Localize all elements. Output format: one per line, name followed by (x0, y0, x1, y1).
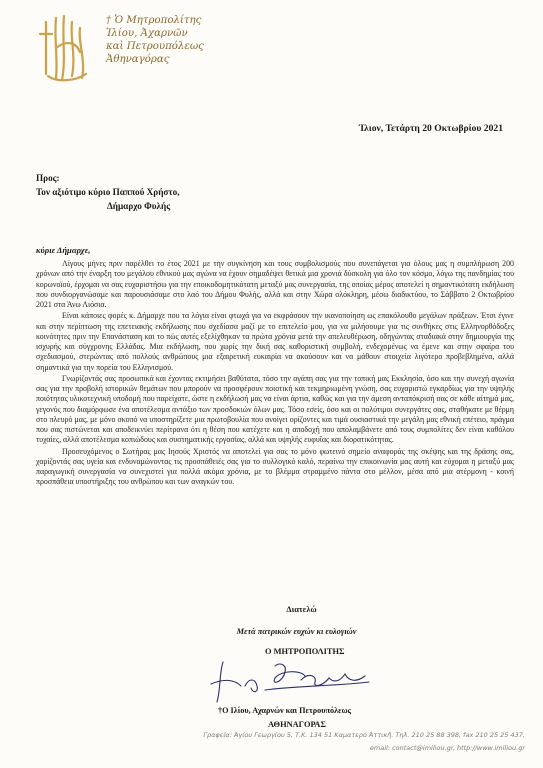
signatory-see: †Ο Ιλίου, Αχαρνών και Πετρουπόλεως (218, 706, 352, 715)
metropolis-logo (36, 8, 96, 86)
signatory-name: ΑΘΗΝΑΓΟΡΑΣ (268, 720, 326, 729)
body-paragraph: Προσευχόμενος ο Σωτήρας μας Ιησούς Χριστός να αποτελεί για σας το μόνο φωτεινό σημείο αναφοράς της σκέψης και της δράσης σας, χαρίζοντάς σας υγεία και ενδυναμώνοντας τις προσπάθειές σας για το συλλογικό καλό, περαίνω την επικοινωνία μας αυτή και εύχομαι η μεταξύ μας παραγωγική συνεργασία να συνεχιστεί για πολλά ακόμα χρόνια, με το βλέμμα στραμμένο πάντα στο μέλλον, μέσα από μια ατέρμονη - κοινή προσπάθεια υποστήριξης του ανθρώπου και των αναγκών του. (36, 446, 514, 487)
letterhead (106, 14, 204, 66)
body-paragraph: Λίγους μήνες πριν παρέλθει το έτος 2021 με την συγκίνηση και τους συμβολισμούς που συνεπάγεται για όλους μας η συμπλήρωση 200 χρόνων από την έναρξη του μεγάλου εθνικού μας αγώνα να έχουν σημαδέψει θετικά μια χρονιά δύσκολη για όλο τον κόσμο, λόγω της πανδημίας του κορωνοϊού, έρχομαι να σας ευχαριστήσω για την εποικοδομητικότατη μεταξύ μας συνεργασία, της οποίας μέρος αποτελεί η σημαντικότατη εκδήλωση που συνδιοργανώσαμε και παρουσιάσαμε στο λαό του Δήμου Φυλής, αλλά και στην Χώρα ολόκληρη, μέσω διαδικτύου, το Σάββατο 2 Οκτωβρίου 2021 στα Άνω Λιόσια. (36, 259, 514, 309)
recipient-block (36, 171, 180, 213)
letter-date: Ίλιον, Τετάρτη 20 Οκτωβρίου 2021 (359, 123, 503, 134)
letterhead-line: Ἀθηναγόρας (106, 54, 170, 65)
closing-wishes: Μετά πατρικών ευχών κι ευλογιών (236, 627, 357, 636)
recipient-name: Τον αξιότιμο κύριο Παππού Χρήστο, (36, 187, 180, 197)
letterhead-line: † Ὁ Μητροπολίτης (106, 15, 202, 26)
closing-diatelo: Διατελώ (286, 605, 317, 614)
salutation: κύριε Δήμαρχε, (36, 245, 91, 255)
body-paragraph: Γνωρίζοντάς σας προσωπικά και έχοντας εκτιμήσει βαθύτατα, τόσο την αγάπη σας για την τοπική μας Εκκλησία, όσο και την συνεχή αγωνία σας για την προβολή ιστορικών θεμάτων που μπορούν να προσφέρουν ποιοτική και τεκμηριωμένη γνώση, σας ευχαριστώ εγκαρδίως για την υψηλής ποιότητας υλικοτεχνική υποδομή που παρείχατε, ώστε η εκδήλωσή μας να είναι άρτια, καθώς και για την άμεση ανταπόκρισή σας σε κάθε αίτημά μας, γεγονός που διαμόρφωσε ένα αποτέλεσμα αντάξιο των προσδοκιών όλων μας. Τόσο εσείς, όσο και οι πολύτιμοι συνεργάτες σας, σταθήκατε με θέρμη στο πλευρό μας, με μόνο σκοπό να υποστηρίξετε μια πρωτοβουλία που ανοίγει ορίζοντες και τιμά ουσιαστικά την μεγάλη μας εθνική επέτειο, πράγμα που σας πιστώνεται και αποδεικνύει περίτρανα ότι η θέση που κατέχετε και η αποδοχή που απολαμβάνετε από τους συμπολίτες δεν είναι καθόλου τυχαίες, αλλά αποτέλεσμα κοπιώδους και συστηματικής εργασίας, αλλά και υψηλής ευφυΐας και διορατικότητας. (36, 373, 514, 445)
recipient-to-label: Προς: (36, 173, 60, 183)
signatory-title: Ο ΜΗΤΡΟΠΟΛΙΤΗΣ (265, 647, 345, 656)
recipient-title: Δήμαρχο Φυλής (107, 201, 171, 211)
body-paragraph: Είναι κάποιες φορές κ. Δήμαρχε που τα λόγια είναι φτωχά για να εκφράσουν την ικανοποίηση ως επακόλουθο μεγάλων πράξεων. Έτσι έγινε και στην περίπτωση της επετειακής εκδήλωσης που σχεδίασα μαζί με το επιτελείο μου, για να μιλήσουμε για τις συνθήκες στις Ελληνορθόδοξες κοινότητες πριν την Επανάσταση και το πώς αυτές εξελίχθηκαν τα πρώτα χρόνια μετά την απελευθέρωση, οδηγώντας σταδιακά στην δημιουργία της ισχυρής και σύγχρονης Ελλάδας. Μια εκδήλωση, που χωρίς την δική σας καθοριστική συμβολή, ενδεχομένως να έμενε και στην σφαίρα του σχεδιασμού, στερώντας από πολλούς ανθρώπους μια εξαιρετική ευκαιρία να ακούσουν και να μάθουν στοιχεία λιγότερο προβεβλημένα, αλλά σημαντικά για την πορεία του Ελληνισμού. (36, 311, 514, 372)
footer-contact: email: contact@imiliou.gr, http://www.imiliou.gr (369, 744, 525, 752)
handwritten-signature (205, 656, 375, 706)
letterhead-line: Ἰλίου, Ἀχαρνῶν (106, 28, 188, 39)
footer-address: Γραφεία: Άγίου Γεωργίου 5, Τ.Κ. 134 51 Καματερό Άττικῆ. Τηλ. 210 25 88 398, fax 210 25 25 437, (203, 731, 525, 739)
letterhead-line: καὶ Πετρουπόλεως (106, 41, 204, 52)
letter-body (36, 259, 514, 489)
